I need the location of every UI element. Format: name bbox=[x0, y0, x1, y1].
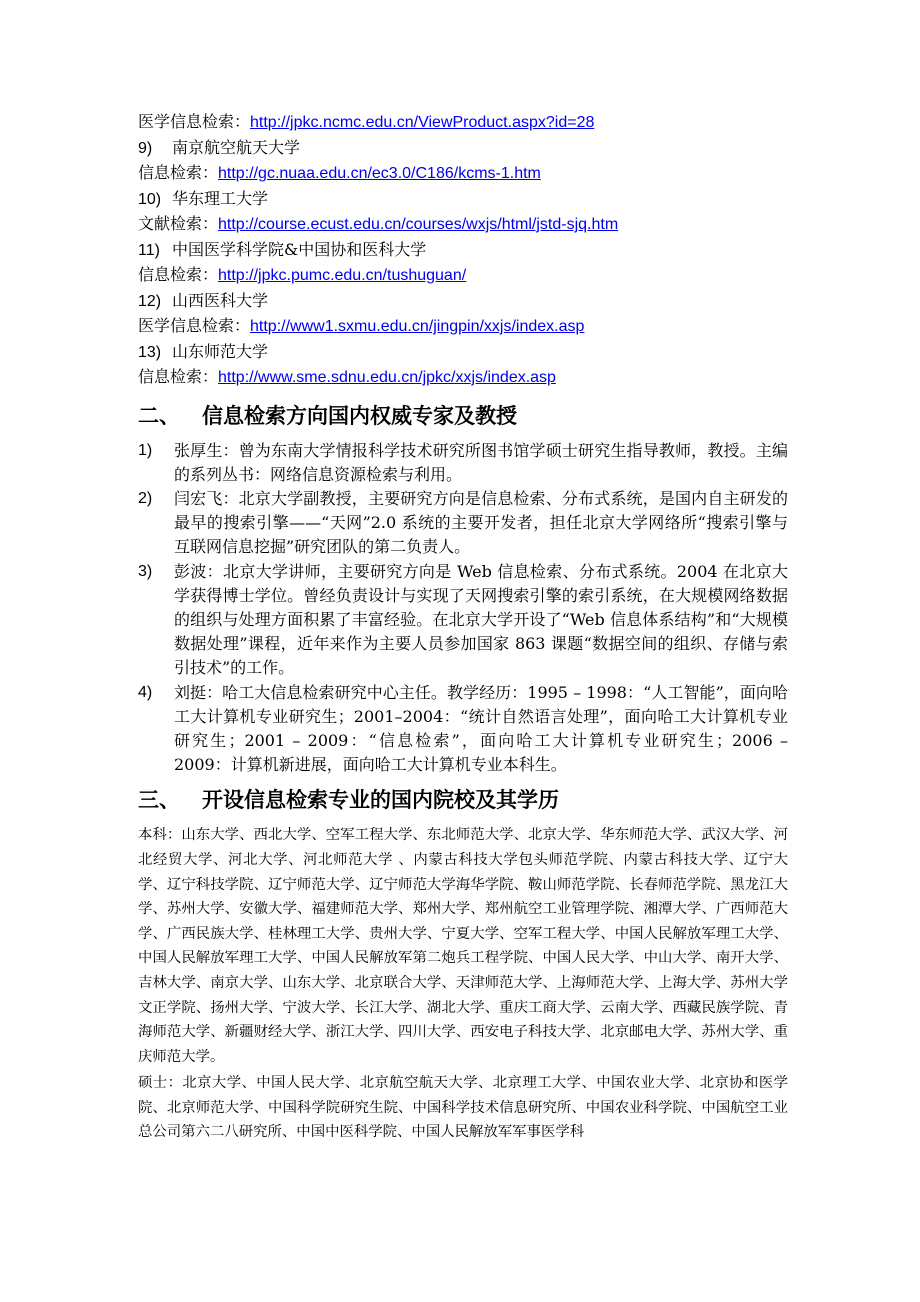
link-label: 医学信息检索： bbox=[138, 316, 251, 335]
list-item bbox=[138, 289, 788, 315]
section-heading bbox=[138, 401, 788, 431]
url-link[interactable]: http://www1.sxmu.edu.cn/jingpin/xxjs/index.asp bbox=[250, 318, 585, 335]
section-title: 信息检索方向国内权威专家及教授 bbox=[202, 403, 517, 428]
item-marker: 2) bbox=[138, 489, 153, 507]
item-number: 11) bbox=[138, 241, 160, 259]
list-item bbox=[138, 212, 788, 238]
section-number: 二、 bbox=[138, 403, 180, 428]
university-name: 南京航空航天大学 bbox=[172, 137, 301, 157]
link-label: 信息检索： bbox=[138, 163, 219, 182]
url-link[interactable]: http://jpkc.ncmc.edu.cn/ViewProduct.aspx?id=28 bbox=[250, 114, 595, 131]
url-link[interactable]: http://gc.nuaa.edu.cn/ec3.0/C186/kcms-1.htm bbox=[218, 165, 541, 182]
list-item bbox=[138, 340, 788, 366]
section-number: 三、 bbox=[138, 788, 180, 813]
item-number: 10) bbox=[138, 190, 162, 208]
section-title: 开设信息检索专业的国内院校及其学历 bbox=[202, 788, 559, 813]
list-item bbox=[138, 487, 788, 560]
university-name: 中国医学科学院&中国协和医科大学 bbox=[172, 239, 427, 259]
item-marker: 1) bbox=[138, 441, 153, 459]
link-label: 文献检索： bbox=[138, 214, 219, 233]
undergrad-paragraph: 本科：山东大学、西北大学、空军工程大学、东北师范大学、北京大学、华东师范大学、武汉大学、河北经贸大学、河北大学、河北师范大学 、内蒙古科技大学包头师范学院、内蒙古科技大学、辽宁大学、辽宁科技学院、辽宁师范大学、辽宁师范大学海华学院、鞍山师范学院、长春师范学院、黑龙江大学、苏州大学、安徽大学、福建师范大学、郑州大学、郑州航空工业管理学院、湘潭大学、广西师范大学、广西民族大学、桂林理工大学、贵州大学、宁夏大学、空军工程大学、中国人民解放军理工大学、中国人民解放军理工大学、中国人民解放军第二炮兵工程学院、中国人民大学、中山大学、南开大学、吉林大学、南京大学、山东大学、北京联合大学、天津师范大学、上海师范大学、上海大学、苏州大学文正学院、扬州大学、宁波大学、长江大学、湖北大学、重庆工商大学、云南大学、西藏民族学院、青海师范大学、新疆财经大学、浙江大学、四川大学、西安电子科技大学、北京邮电大学、苏州大学、重庆师范大学。 bbox=[138, 827, 788, 1065]
list-item bbox=[138, 365, 788, 391]
item-marker: 3) bbox=[138, 562, 153, 580]
list-item bbox=[138, 314, 788, 340]
list-item bbox=[138, 110, 788, 136]
list-item bbox=[138, 560, 788, 681]
list-item bbox=[138, 681, 788, 778]
expert-list bbox=[138, 439, 788, 778]
list-item bbox=[138, 439, 788, 487]
item-text: 刘挺：哈工大信息检索研究中心主任。教学经历：1995 – 1998：“人工智能”，面向哈工大计算机专业研究生；2001–2004：“统计自然语言处理”，面向哈工大计算机专业研究生；2001 – 2009：“信息检索”，面向哈工大计算机专业研究生；2006 – 2009：计算机新进展，面向哈工大计算机专业本科生。 bbox=[174, 682, 788, 775]
item-marker: 4) bbox=[138, 683, 153, 701]
list-item bbox=[138, 136, 788, 162]
item-text: 彭波：北京大学讲师，主要研究方向是 Web 信息检索、分布式系统。2004 在北京大学获得博士学位。曾经负责设计与实现了天网搜索引擎的索引系统，在大规模网络数据的组织与处理方面积累了丰富经验。在北京大学开设了“Web 信息体系结构”和“大规模数据处理”课程，近年来作为主要人员参加国家 863 课题“数据空间的组织、存储与索引技术”的工作。 bbox=[174, 561, 788, 678]
master-paragraph: 硕士：北京大学、中国人民大学、北京航空航天大学、北京理工大学、中国农业大学、北京协和医学院、北京师范大学、中国科学院研究生院、中国科学技术信息研究所、中国农业科学院、中国航空工业总公司第六二八研究所、中国中医科学院、中国人民解放军军事医学科 bbox=[138, 1075, 788, 1141]
university-name: 山东师范大学 bbox=[172, 341, 269, 361]
section-heading bbox=[138, 785, 788, 815]
university-name: 华东理工大学 bbox=[172, 188, 269, 208]
url-link[interactable]: http://course.ecust.edu.cn/courses/wxjs/html/jstd-sjq.htm bbox=[218, 216, 619, 233]
item-text: 闫宏飞：北京大学副教授，主要研究方向是信息检索、分布式系统，是国内自主研发的最早的搜索引擎——“天网”2.0 系统的主要开发者，担任北京大学网络所“搜索引擎与互联网信息挖掘”研究团队的第二负责人。 bbox=[174, 488, 788, 557]
item-number: 12) bbox=[138, 292, 162, 310]
link-list bbox=[138, 110, 788, 391]
document-page bbox=[138, 110, 788, 1145]
url-link[interactable]: http://www.sme.sdnu.edu.cn/jpkc/xxjs/index.asp bbox=[218, 369, 556, 386]
list-item bbox=[138, 161, 788, 187]
list-item bbox=[138, 187, 788, 213]
item-text: 张厚生：曾为东南大学情报科学技术研究所图书馆学硕士研究生指导教师，教授。主编的系列丛书：网络信息资源检索与利用。 bbox=[174, 440, 788, 484]
list-item bbox=[138, 263, 788, 289]
link-label: 信息检索： bbox=[138, 265, 219, 284]
item-number: 13) bbox=[138, 343, 162, 361]
url-link[interactable]: http://jpkc.pumc.edu.cn/tushuguan/ bbox=[218, 267, 467, 284]
link-label: 医学信息检索： bbox=[138, 112, 251, 131]
university-name: 山西医科大学 bbox=[172, 290, 269, 310]
link-label: 信息检索： bbox=[138, 367, 219, 386]
item-number: 9) bbox=[138, 139, 153, 157]
list-item bbox=[138, 238, 788, 264]
